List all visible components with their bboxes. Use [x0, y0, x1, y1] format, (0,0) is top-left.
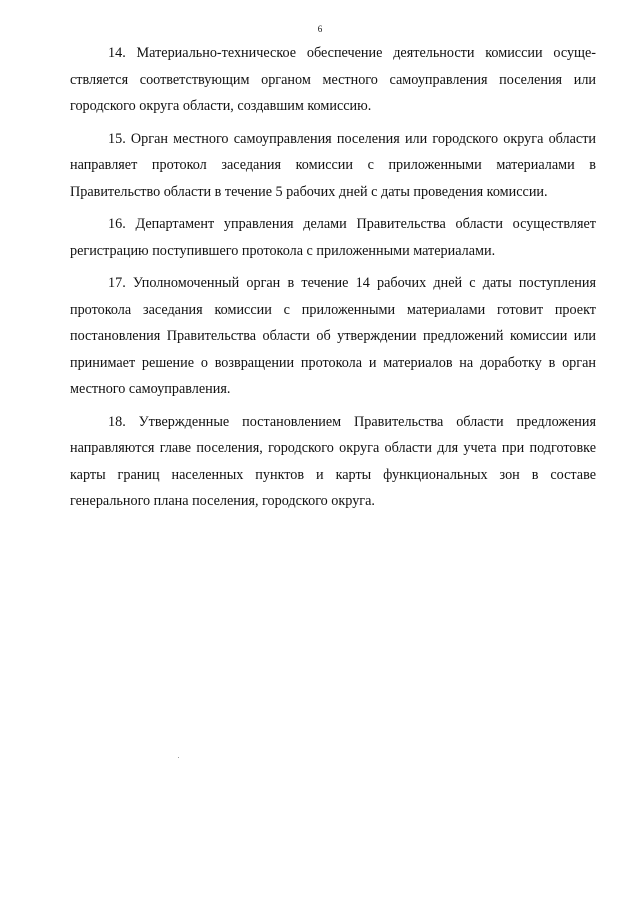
paragraph-18: 18. Утвержденные постановлением Правительства области предложения направляются главе поселения, городского округа области для учета при подготовке карты границ населенных пунктов и карты функциональных зон в составе генерального плана поселения, городского округа.: [70, 413, 596, 509]
page-number: 6: [317, 24, 323, 34]
scan-speck: [178, 757, 179, 758]
paragraph-14: 14. Материально-техническое обеспечение деятельности комиссии осуществляется соответствующим органом местного самоуправления поселения или городского округа области, создавшим комиссию.: [70, 45, 596, 114]
document-body: [70, 40, 596, 521]
paragraph-15: 15. Орган местного самоуправления поселения или городского округа области направляет протокол заседания комиссии с приложенными материалами в Правительство области в течение 5 рабочих дней с даты проведения комиссии.: [70, 130, 596, 200]
paragraph-17: 17. Уполномоченный орган в течение 14 рабочих дней с даты поступления протокола заседания комиссии с приложенными материалами готовит проект постановления Правительства области об утверждении предложений комиссии или принимает решение о возвращении протокола и материалов на доработку в орган местного самоуправления.: [70, 275, 596, 397]
paragraph-16: 16. Департамент управления делами Правительства области осуществляет регистрацию поступившего протокола с приложенными материалами.: [70, 216, 596, 259]
